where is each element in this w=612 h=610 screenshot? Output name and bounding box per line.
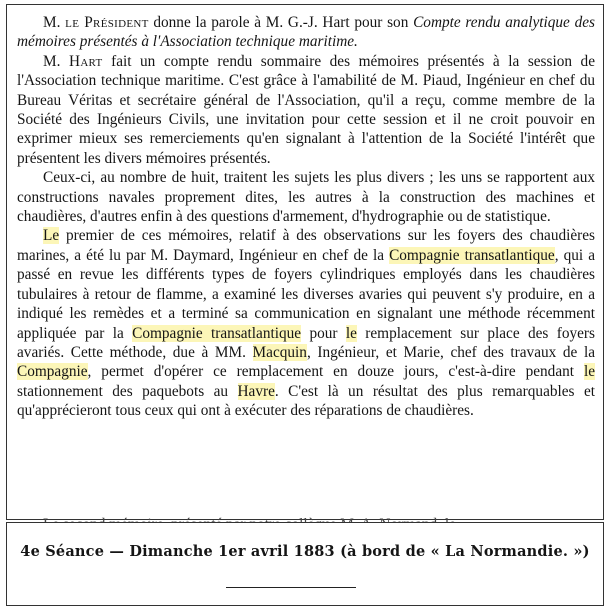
hart-smallcaps: Hart bbox=[68, 52, 103, 70]
p4-text: , Ingénieur, et Marie, chef des travaux de la bbox=[306, 343, 595, 361]
session-title: 4e Séance — Dimanche 1er avril 1883 (à bord de « La Normandie. ») bbox=[20, 543, 590, 560]
p1-text: donne la parole à M. G.-J. Hart pour son bbox=[148, 14, 414, 31]
p4-text: pour bbox=[301, 324, 346, 342]
p4-text: , qui a passé en revue les différents types de foyers cylindriques employés dans les chaudières tubulaires à retour de flamme, a examiné les diverses avaries qui peuvent s'y produire, en a indiqué les remèdes et a terminé sa communication en signalant une méthode récemment appliquée par la bbox=[17, 246, 595, 342]
paragraph-3: Ceux-ci, au nombre de huit, traitent les sujets les plus divers ; les uns se rapportent aux constructions navales proprement dites, les autres à la construction des machines et chaudières, d'autres enfin à des questions d'armement, d'hydrographie ou de statistique. bbox=[17, 169, 595, 226]
divider-rule bbox=[226, 587, 356, 588]
p1-prefix: M. bbox=[43, 14, 66, 31]
article-text bbox=[17, 13, 595, 421]
highlight-compagnie-transatlantique: Compagnie transatlantique bbox=[389, 246, 555, 264]
document-excerpt bbox=[6, 4, 604, 520]
p4-text: , permet d'opérer ce remplacement en douze jours, c'est-à-dire pendant bbox=[87, 363, 584, 381]
p2-text: fait un compte rendu sommaire des mémoires présentés à la session de l'Association technique maritime. C'est grâce à l'amabilité de M. Piaud, Ingénieur en chef du Bureau Véritas et secrétaire général de l'Association, qu'il a reçu, comme membre de la Société des Ingénieurs Civils, une invitation pour cette session et il ne croit pouvoir en exprimer mieux ses remerciements qu'en signalant à l'attention de la Société l'intérêt que présentent les divers mémoires présentés. bbox=[17, 52, 595, 167]
p4-text: premier de ces mémoires, relatif à des observations sur les foyers des chaudières marines, a été lu par M. Daymard, Ingénieur en chef de la bbox=[17, 227, 595, 264]
paragraph-2 bbox=[17, 52, 595, 168]
highlight-havre: Havre bbox=[237, 382, 275, 400]
p4-text: remplacement sur place des foyers avariés. Cette méthode, due à MM. bbox=[17, 324, 595, 361]
highlight-le: Le bbox=[43, 227, 60, 245]
highlight-compagnie-transatlantique: Compagnie transatlantique bbox=[132, 324, 302, 342]
highlight-compagnie: Compagnie bbox=[17, 363, 88, 381]
president-smallcaps: le Président bbox=[65, 14, 149, 31]
p4-text: stationnement des paquebots au bbox=[17, 382, 238, 400]
highlight-le: le bbox=[583, 363, 595, 381]
paragraph-4 bbox=[17, 226, 595, 420]
highlight-le: le bbox=[345, 324, 357, 342]
highlight-macquin: Macquin bbox=[252, 343, 307, 361]
report-title-italic: Compte rendu analytique des mémoires présentés à l'Association technique maritime. bbox=[17, 14, 595, 51]
session-caption-box bbox=[6, 522, 604, 606]
paragraph-1 bbox=[17, 13, 595, 52]
p4-text: . C'est là un résultat des plus remarquables et qu'apprécieront tous ceux qui ont à exécuter des réparations de chaudières. bbox=[17, 382, 595, 420]
p2-prefix: M. bbox=[43, 52, 69, 70]
